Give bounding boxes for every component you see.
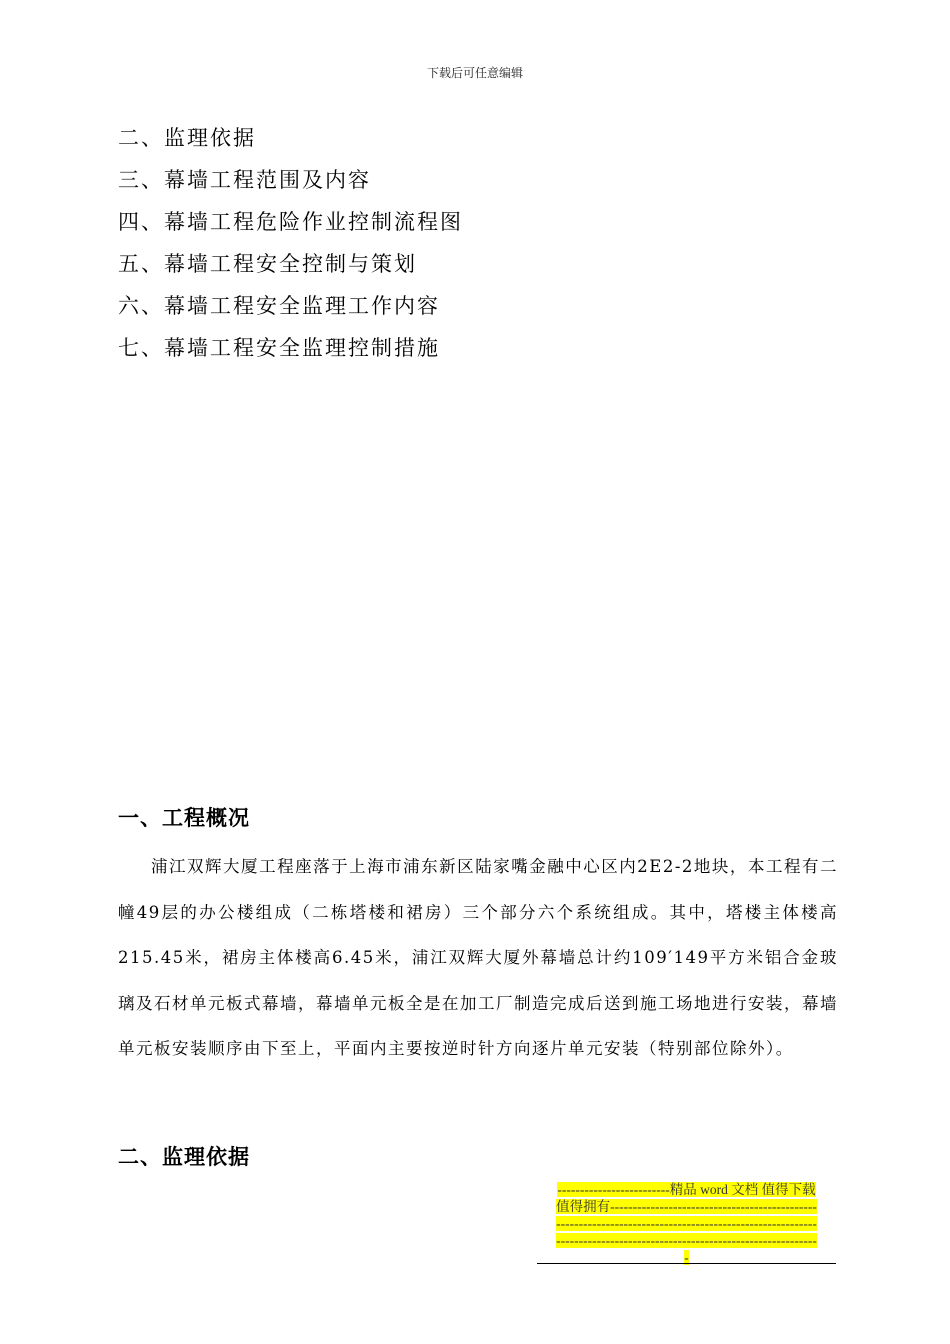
section-title-overview: 一、工程概况 <box>118 806 250 830</box>
promo-line: ---------------------------------------------------------- <box>556 1216 817 1231</box>
toc-item: 四、幕墙工程危险作业控制流程图 <box>118 210 463 234</box>
promo-line: ---------------------------------------------------------- <box>556 1233 817 1248</box>
table-of-contents <box>118 122 463 374</box>
promo-line: -------------------------精品 word 文档 值得下载 <box>557 1182 816 1197</box>
toc-item: 二、监理依据 <box>118 126 256 150</box>
page-header: 下载后可任意编辑 <box>426 66 523 80</box>
promo-banner <box>537 1181 836 1266</box>
footer-rule <box>537 1263 836 1264</box>
section-title-basis: 二、监理依据 <box>118 1145 250 1169</box>
toc-item: 三、幕墙工程范围及内容 <box>118 168 371 192</box>
promo-line: - <box>684 1250 689 1265</box>
toc-item: 五、幕墙工程安全控制与策划 <box>118 252 417 276</box>
toc-item: 六、幕墙工程安全监理工作内容 <box>118 294 440 318</box>
overview-paragraph: 浦江双辉大厦工程座落于上海市浦东新区陆家嘴金融中心区内2E2-2地块，本工程有二幢49层的办公楼组成（二栋塔楼和裙房）三个部分六个系统组成。其中，塔楼主体楼高215.45米，裙房主体楼高6.45米，浦江双辉大厦外幕墙总计约109′149平方米铝合金玻璃及石材单元板式幕墙，幕墙单元板全是在加工厂制造完成后送到施工场地进行安装，幕墙单元板安装顺序由下至上，平面内主要按逆时针方向逐片单元安装（特别部位除外）。 <box>118 857 838 1058</box>
promo-line: 值得拥有---------------------------------------------- <box>556 1199 817 1214</box>
toc-item: 七、幕墙工程安全监理控制措施 <box>118 336 440 360</box>
